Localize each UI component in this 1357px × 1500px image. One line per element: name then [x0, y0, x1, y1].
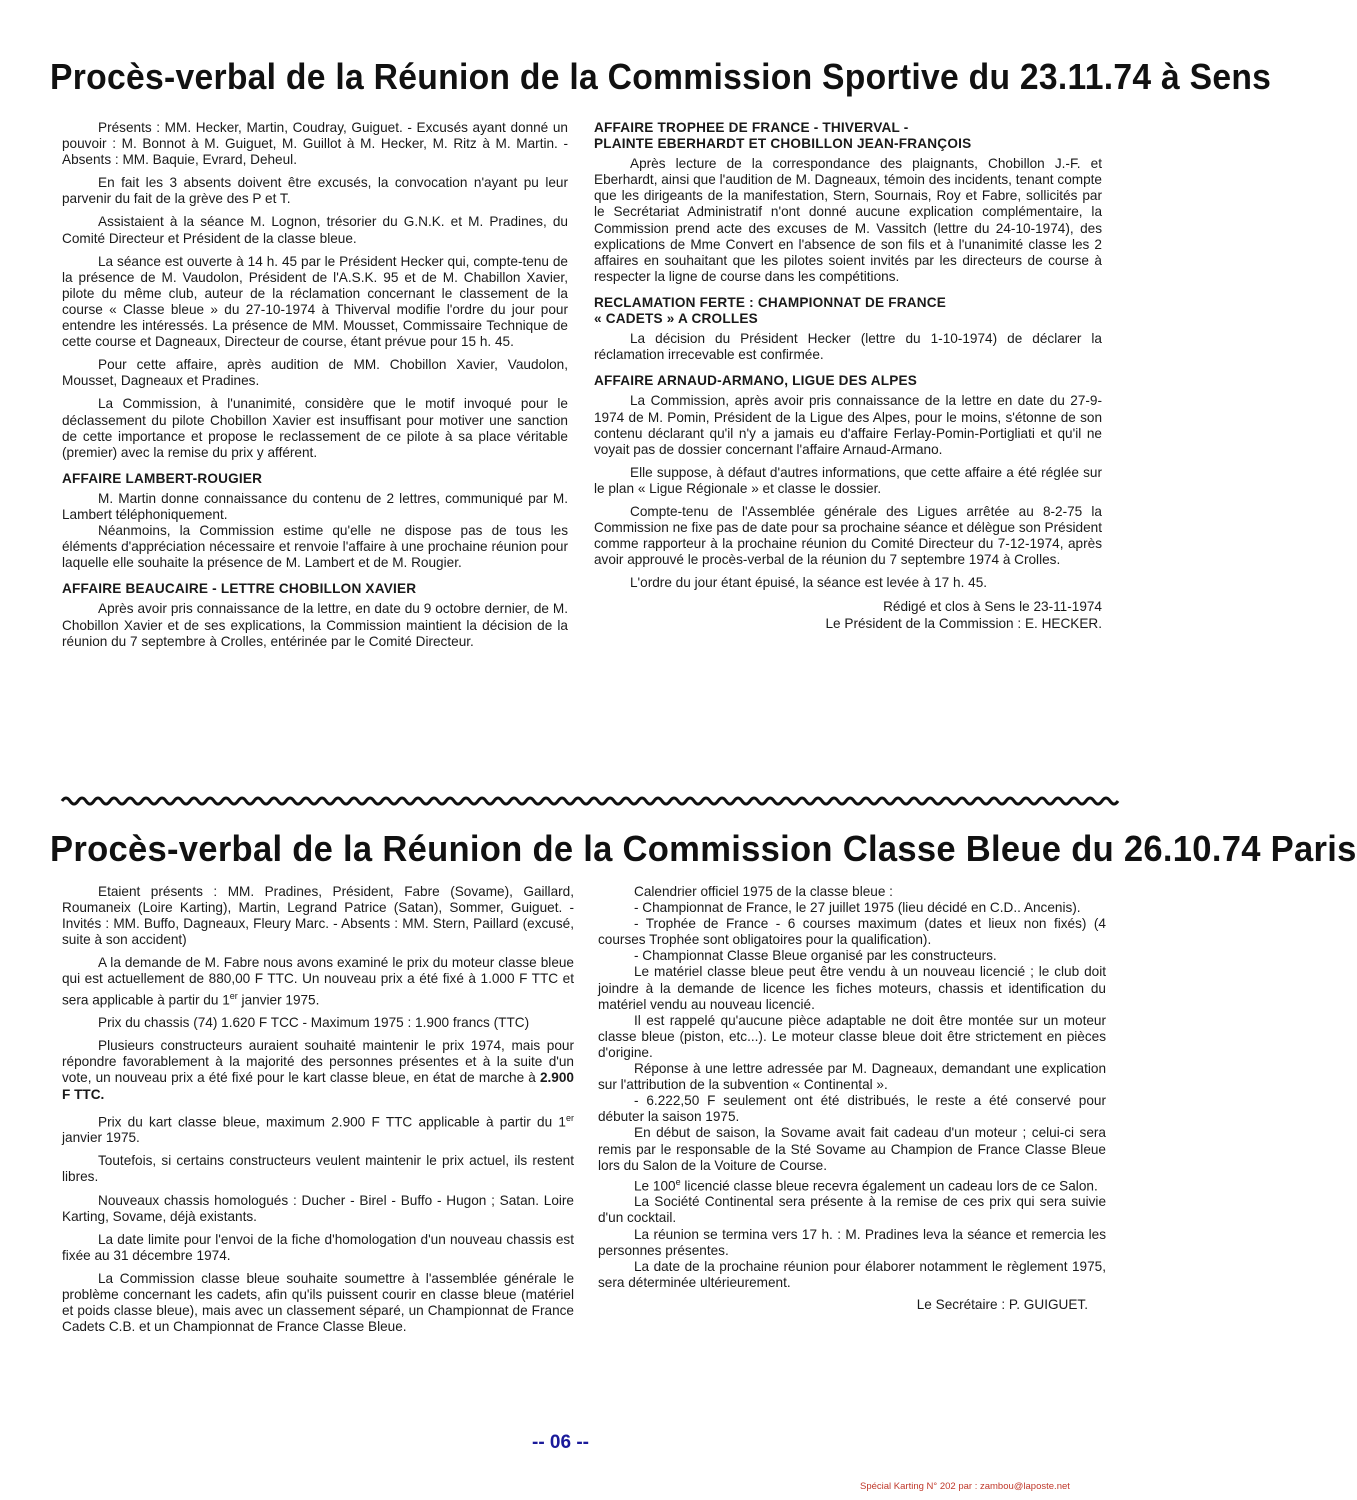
section-heading: PLAINTE EBERHARDT ET CHOBILLON JEAN-FRANÇOIS: [594, 136, 972, 152]
meeting1-title: Procès-verbal de la Réunion de la Commission Sportive du 23.11.74 à Sens: [50, 56, 1272, 97]
paragraph: La Commission classe bleue souhaite soumettre à l'assemblée générale le problème concernant les cadets, afin qu'ils puissent courir en classe bleue (matériel et poids classe bleue), mais avec un classement séparé, un Championnat de France Cadets C.B. et un Championnat de France Classe Bleue.: [62, 1270, 574, 1335]
paragraph: Calendrier officiel 1975 de la classe bleue :: [634, 884, 893, 899]
paragraph: En fait les 3 absents doivent être excusés, la convocation n'ayant pu leur parvenir du fait de la grève des P et T.: [62, 175, 568, 207]
paragraph: Après avoir pris connaissance de la lettre, en date du 9 octobre dernier, de M. Chobillon Xavier et de ses explications, la Commission maintient la décision de la réunion du 7 septembre à Crolles, entérinée par le Comité Directeur.: [62, 601, 568, 649]
paragraph: Le 100e licencié classe bleue recevra également un cadeau lors de ce Salon.: [634, 1176, 1098, 1194]
meeting2-title: Procès-verbal de la Réunion de la Commission Classe Bleue du 26.10.74 Paris: [50, 828, 1357, 869]
signature-line: Rédigé et clos à Sens le 23-11-1974: [883, 599, 1102, 615]
paragraph: Nouveaux chassis homologués : Ducher - Birel - Buffo - Hugon ; Satan. Loire Karting, Sovame, déjà existants.: [62, 1192, 574, 1224]
paragraph: Compte-tenu de l'Assemblée générale des Ligues arrêtée au 8-2-75 la Commission ne fixe pas de date pour sa prochaine séance et délègue son Président comme rapporteur à la prochaine réunion du Comité Directeur du 7-12-1974, après avoir approuvé le procès-verbal de la réunion du 7 septembre 1974 à Crolles.: [594, 503, 1102, 568]
signature-line: Le Président de la Commission : E. HECKER.: [825, 615, 1102, 631]
meeting1-left-column: [62, 120, 568, 657]
paragraph: Plusieurs constructeurs auraient souhaité maintenir le prix 1974, mais pour répondre favorablement à la majorité des personnes présentes et à la suite d'un vote, un nouveau prix a été fixé pour le kart classe bleue, en état de marche à 2.900 F TTC.: [62, 1038, 574, 1102]
paragraph: - Trophée de France - 6 courses maximum (dates et lieux non fixés) (4 courses Trophée sont obligatoires pour la qualification).: [598, 916, 1106, 948]
paragraph: Prix du kart classe bleue, maximum 2.900 F TTC applicable à partir du 1er janvier 1975.: [62, 1112, 574, 1146]
paragraph: La réunion se termina vers 17 h. : M. Pradines leva la séance et remercia les personnes présentes.: [598, 1226, 1106, 1258]
paragraph: Etaient présents : MM. Pradines, Président, Fabre (Sovame), Gaillard, Roumaneix (Loire Karting), Martin, Legrand Patrice (Satan), Sommer, Guiguet. - Invités : MM. Buffo, Dagneaux, Fleury Marc. - Absents : MM. Stern, Paillard (excusé, suite à son accident): [62, 884, 574, 948]
paragraph: Présents : MM. Hecker, Martin, Coudray, Guiguet. - Excusés ayant donné un pouvoir : M. Bonnot à M. Guiguet, M. Guillot à M. Hecker, M. Ritz à M. Martin. - Absents : MM. Baquie, Evrard, Deheul.: [62, 120, 568, 168]
paragraph: Assistaient à la séance M. Lognon, trésorier du G.N.K. et M. Pradines, du Comité Directeur et Président de la classe bleue.: [62, 214, 568, 246]
meeting2-right-column: [598, 884, 1106, 1313]
paragraph: Toutefois, si certains constructeurs veulent maintenir le prix actuel, ils restent libres.: [62, 1153, 574, 1185]
paragraph: Il est rappelé qu'aucune pièce adaptable ne doit être montée sur un moteur classe bleue (piston, etc...). Le moteur classe bleue doit être strictement en pièces d'origine.: [598, 1012, 1106, 1060]
paragraph: Réponse à une lettre adressée par M. Dagneaux, demandant une explication sur l'attribution de la subvention « Continental ».: [598, 1061, 1106, 1093]
paragraph: La Société Continental sera présente à la remise de ces prix qui sera suivie d'un cocktail.: [598, 1194, 1106, 1226]
paragraph: En début de saison, la Sovame avait fait cadeau d'un moteur ; celui-ci sera remis par le responsable de la Sté Sovame au Champion de France Classe Bleue lors du Salon de la Voiture de Course.: [598, 1125, 1106, 1173]
paragraph: Prix du chassis (74) 1.620 F TCC - Maximum 1975 : 1.900 francs (TTC): [98, 1015, 530, 1031]
paragraph: L'ordre du jour étant épuisé, la séance est levée à 17 h. 45.: [630, 575, 988, 591]
section-heading: AFFAIRE ARNAUD-ARMANO, LIGUE DES ALPES: [594, 373, 918, 389]
paragraph: Elle suppose, à défaut d'autres informations, que cette affaire a été réglée sur le plan « Ligue Régionale » et classe le dossier.: [594, 464, 1102, 496]
paragraph: Néanmoins, la Commission estime qu'elle ne dispose pas de tous les éléments d'appréciation nécessaire et renvoie l'affaire à une prochaine réunion pour laquelle elle souhaite la présence de M. Lambert et de M. Rougier.: [62, 523, 568, 571]
section-heading: AFFAIRE BEAUCAIRE - LETTRE CHOBILLON XAVIER: [62, 581, 417, 597]
meeting2-left-column: [62, 884, 574, 1342]
paragraph: La date limite pour l'envoi de la fiche d'homologation d'un nouveau chassis est fixée au 31 décembre 1974.: [62, 1231, 574, 1263]
meeting1-right-column: [594, 120, 1102, 632]
page-number: -- 06 --: [532, 1432, 589, 1453]
paragraph: La Commission, à l'unanimité, considère que le motif invoqué pour le déclassement du pilote Chobillon Xavier est insuffisant pour motiver une sanction de cette importance et propose le reclassement de ce pilote à sa place véritable (premier) avec la remise du prix y afférent.: [62, 396, 568, 460]
paragraph: A la demande de M. Fabre nous avons examiné le prix du moteur classe bleue qui est actuellement de 880,00 F TTC. Un nouveau prix a été fixé à 1.000 F TTC et sera applicable à partir du 1er janvier 1975.: [62, 955, 574, 1008]
section-heading: AFFAIRE LAMBERT-ROUGIER: [62, 470, 263, 486]
section-heading: « CADETS » A CROLLES: [594, 311, 758, 327]
paragraph: La décision du Président Hecker (lettre du 1-10-1974) de déclarer la réclamation irrecevable est confirmée.: [594, 331, 1102, 363]
paragraph: La date de la prochaine réunion pour élaborer notamment le règlement 1975, sera déterminée ultérieurement.: [598, 1258, 1106, 1290]
paragraph: - Championnat de France, le 27 juillet 1975 (lieu décidé en C.D.. Ancenis).: [634, 900, 1081, 916]
paragraph: Le matériel classe bleue peut être vendu à un nouveau licencié ; le club doit joindre à la demande de licence les fiches moteurs, chassis et identification du matériel vendu au nouveau licencié.: [598, 964, 1106, 1012]
paragraph: M. Martin donne connaissance du contenu de 2 lettres, communiqué par M. Lambert téléphoniquement.: [62, 490, 568, 522]
wavy-divider: [62, 794, 1105, 808]
paragraph: - 6.222,50 F seulement ont été distribués, le reste a été conservé pour débuter la saison 1975.: [598, 1093, 1106, 1125]
paragraph: Après lecture de la correspondance des plaignants, Chobillon J.-F. et Eberhardt, ainsi que l'audition de M. Dagneaux, témoin des incidents, tenant compte que les dirigeants de la manifestation, Stern, Sournais, Roy et Fabre, sollicités par le Secrétariat Administratif n'ont donné aucune explication complémentaire, la Commission prend acte des excuses de M. Vassitch (lettre du 24-10-1974), des explications de Mme Convert en l'absence de son fils et à l'unanimité classe les 2 affaires en souhaitant que les pilotes soient invités par les directeurs de course à respecter la ligne de course dans les compétitions.: [594, 156, 1102, 284]
paragraph: La séance est ouverte à 14 h. 45 par le Président Hecker qui, compte-tenu de la présence de M. Vaudolon, Président de l'A.S.K. 95 et de M. Chabillon Xavier, pilote du même club, auteur de la réclamation concernant le classement de la course « Classe bleue » du 27-10-1974 à Thiverval modifie l'ordre du jour pour entendre les intéressés. La présence de MM. Mousset, Commissaire Technique de cette course et Dagneaux, Directeur de course, étant prévue pour 15 h. 45.: [62, 253, 568, 350]
credit-line: Spécial Karting N° 202 par : zambou@laposte.net: [860, 1481, 1070, 1492]
paragraph: - Championnat Classe Bleue organisé par les constructeurs.: [634, 948, 997, 964]
section-heading: AFFAIRE TROPHEE DE FRANCE - THIVERVAL -: [594, 120, 909, 135]
paragraph: La Commission, après avoir pris connaissance de la lettre en date du 27-9-1974 de M. Pomin, Président de la Ligue des Alpes, pour le moins, s'étonne de son contenu déclarant qu'il n'y a jamais eu d'affaire Ferlay-Pomin-Portigliati et qu'il ne voyait pas de dossier concernant l'affaire Arnaud-Armano.: [594, 393, 1102, 457]
signature-line: Le Secrétaire : P. GUIGUET.: [916, 1296, 1088, 1312]
section-heading: RECLAMATION FERTE : CHAMPIONNAT DE FRANCE: [594, 294, 947, 310]
paragraph: Pour cette affaire, après audition de MM. Chobillon Xavier, Vaudolon, Mousset, Dagneaux et Pradines.: [62, 357, 568, 389]
